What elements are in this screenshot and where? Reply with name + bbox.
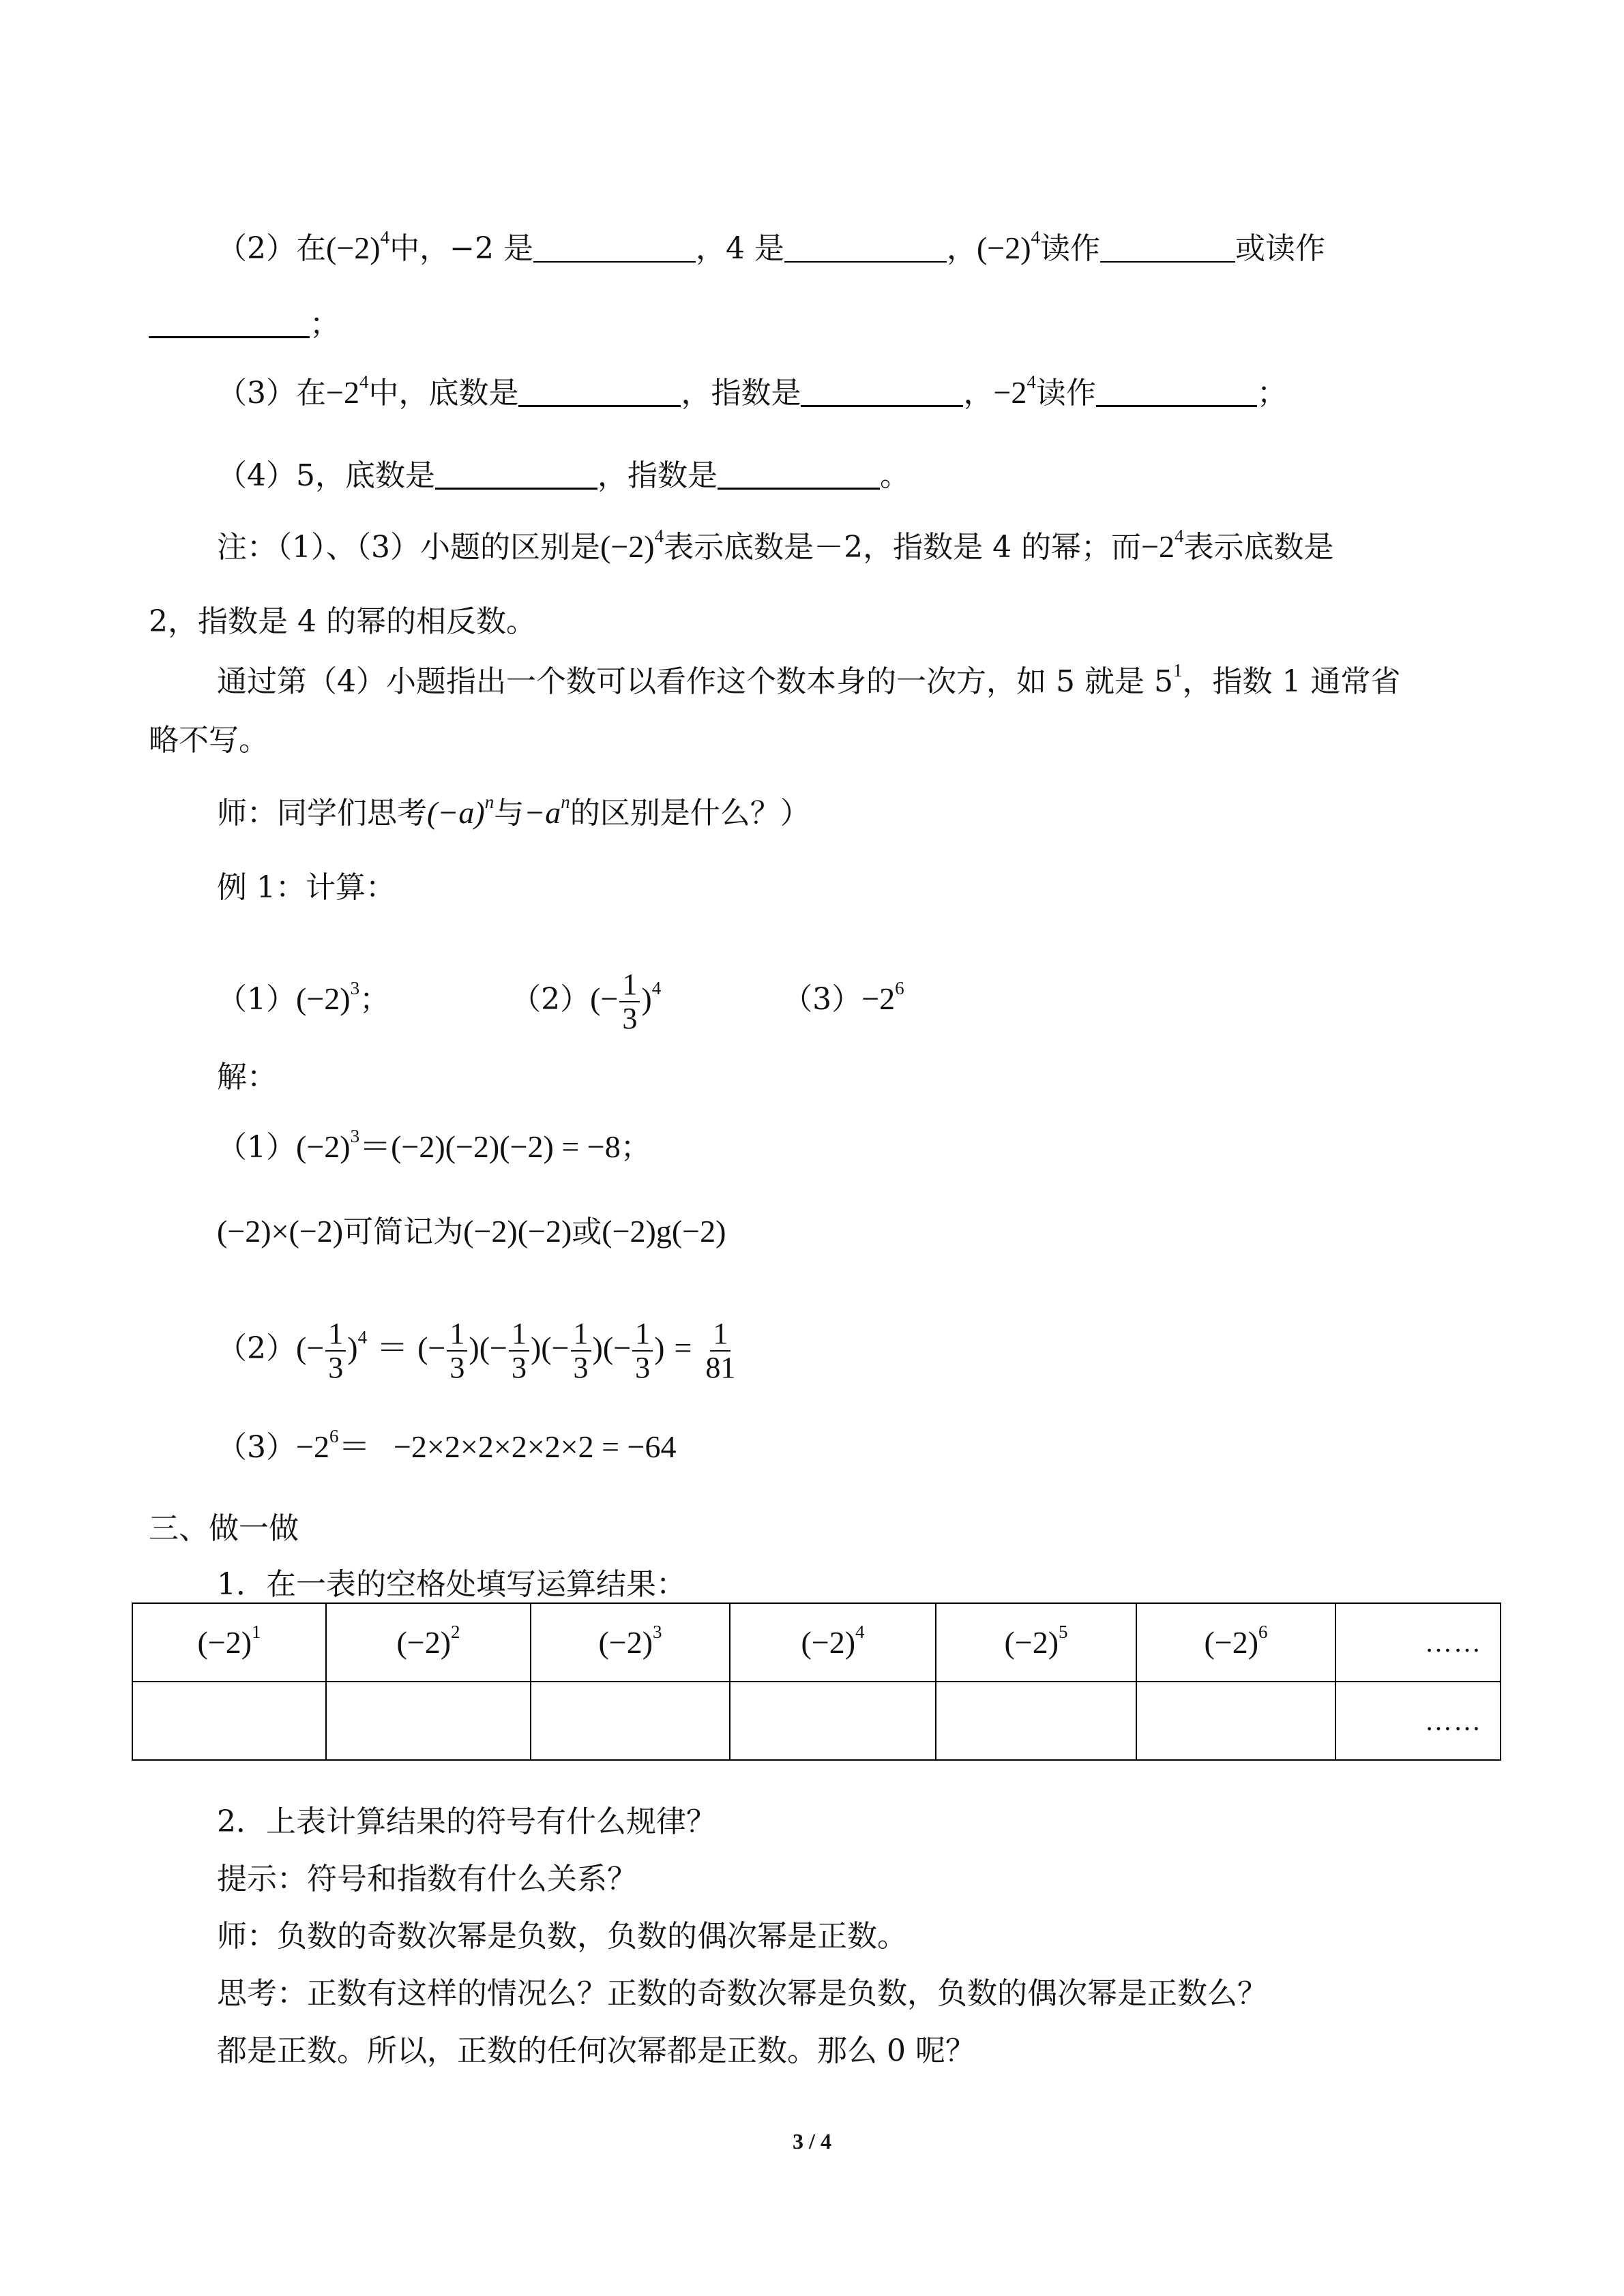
fourth-text2: ，指数 1 通常省	[1182, 664, 1401, 699]
cell-exp: 3	[653, 1622, 662, 1642]
cell-base: (−2)	[396, 1625, 452, 1660]
example-p1-expr: (−2)	[296, 981, 351, 1016]
fraction	[509, 1317, 529, 1384]
result-numerator: 1	[710, 1317, 730, 1352]
example-p3-exp: 6	[895, 978, 904, 998]
last-line	[217, 2031, 975, 2072]
example-p2-close: )	[641, 981, 652, 1016]
solution-2-exp: 4	[357, 1327, 368, 1347]
cell-exp: 5	[1059, 1622, 1068, 1642]
factor-open: (−	[479, 1330, 507, 1365]
section-3-item-1	[217, 1564, 686, 1605]
table-header-row	[132, 1603, 1501, 1682]
example-title	[217, 867, 396, 908]
solution-note-e: (−2)g(−2)	[602, 1214, 726, 1249]
q3-expr: −2	[326, 375, 359, 410]
note-expr2: −2	[1141, 529, 1175, 564]
section-3-item-2	[217, 1802, 716, 1843]
q2-exp: 4	[380, 227, 390, 248]
answer-blank[interactable]	[801, 378, 963, 407]
answer-cell[interactable]	[936, 1682, 1136, 1760]
example-p2-open: (−	[590, 981, 619, 1016]
fraction-numerator: 1	[571, 1317, 591, 1352]
factor-close: )	[469, 1330, 479, 1365]
solution-3	[217, 1427, 677, 1468]
q2-text4: 读作	[1040, 231, 1101, 266]
q3-end: ；	[1256, 376, 1287, 411]
result-denominator: 81	[705, 1350, 736, 1384]
answer-cell[interactable]	[730, 1682, 936, 1760]
q2-text3: ，	[946, 231, 977, 266]
note-paragraph	[217, 526, 1334, 568]
note-expr: (−2)	[600, 529, 655, 564]
q2-exp2: 4	[1031, 227, 1041, 248]
ellipsis-cell: ……	[1335, 1682, 1501, 1760]
q2-text5: 或读作	[1235, 231, 1326, 266]
fraction-denominator: 3	[511, 1350, 527, 1384]
teacher-statement	[217, 1916, 907, 1957]
fraction-numerator: 1	[447, 1317, 467, 1352]
fourth-exp: 1	[1172, 660, 1183, 681]
q3-text2: ，指数是	[681, 376, 801, 411]
q3-text4: 读作	[1035, 376, 1096, 411]
section-3-title	[149, 1508, 299, 1549]
solution-1	[217, 1127, 651, 1168]
teacher-q-expr: (−a)	[427, 795, 485, 830]
section-3-item-1-text: 1．在一表的空格处填写运算结果：	[217, 1567, 686, 1602]
cell-base: (−2)	[598, 1625, 653, 1660]
solution-note-b: 可简记为	[343, 1214, 464, 1249]
fraction	[632, 1317, 653, 1384]
solution-2-close: )	[347, 1330, 358, 1365]
note-exp2: 4	[1175, 526, 1184, 546]
solution-1-lhs: (−2)	[296, 1129, 351, 1164]
cell-base: (−2)	[1204, 1625, 1259, 1660]
question-4	[217, 456, 910, 496]
section-3-title-text: 三、做一做	[149, 1511, 299, 1546]
answer-cell[interactable]	[326, 1682, 531, 1760]
fraction-denominator: 3	[635, 1350, 651, 1384]
fraction-denominator: 3	[449, 1350, 465, 1384]
solution-3-exp: 6	[329, 1426, 339, 1446]
q3-text1: 中，底数是	[368, 376, 519, 411]
teacher-q-exp: n	[484, 792, 494, 812]
fraction-denominator: 3	[573, 1350, 589, 1384]
table-header-cell	[936, 1603, 1136, 1682]
answer-cell[interactable]	[132, 1682, 326, 1760]
solution-3-base: −2	[296, 1429, 329, 1464]
note-line2: 2，指数是 4 的幂的相反数。	[149, 604, 536, 639]
last-line-text: 都是正数。所以，正数的任何次幂都是正数。那么 0 呢？	[217, 2033, 975, 2068]
factor-close: )	[530, 1330, 542, 1365]
table-header-cell	[132, 1603, 326, 1682]
q3-exp: 4	[359, 372, 369, 392]
solution-2-label: （2）	[217, 1331, 296, 1366]
answer-cell[interactable]	[531, 1682, 730, 1760]
q4-label: （4）5，底数是	[217, 458, 435, 493]
q3-label: （3）在	[217, 376, 326, 411]
item-2-text: 2．上表计算结果的符号有什么规律？	[217, 1804, 716, 1839]
note-exp: 4	[654, 526, 664, 546]
page-number: 3 / 4	[793, 2129, 831, 2153]
example-p1-exp: 3	[350, 978, 360, 998]
q4-end: 。	[880, 458, 910, 493]
solution-2-open: (−	[296, 1330, 325, 1365]
teacher-statement-text: 师：负数的奇数次幂是负数，负数的偶次幂是正数。	[217, 1919, 907, 1954]
solution-3-label: （3）	[217, 1430, 296, 1465]
factor-close: )	[654, 1330, 665, 1365]
q3-expr2: −2	[993, 375, 1027, 410]
q2-text2: ，4 是	[695, 231, 784, 266]
answer-blank[interactable]	[518, 378, 681, 407]
solution-note-c: (−2)(−2)	[463, 1214, 572, 1249]
answer-blank[interactable]	[784, 234, 947, 263]
q2-expr: (−2)	[326, 230, 381, 265]
solution-1-rest: ＝(−2)(−2)(−2) = −8	[359, 1129, 621, 1164]
answer-blank[interactable]	[533, 234, 696, 263]
example-p1-end: ；	[359, 982, 390, 1017]
solution-3-rest: ＝ −2×2×2×2×2×2 = −64	[338, 1429, 677, 1464]
cell-exp: 4	[855, 1622, 865, 1642]
example-title-text: 例 1：计算：	[217, 870, 396, 905]
solution-2-eq2: =	[674, 1330, 692, 1365]
fourth-text1: 通过第（4）小题指出一个数可以看作这个数本身的一次方，如 5 就是 5	[217, 664, 1173, 699]
solution-note	[217, 1211, 726, 1253]
q3-text3: ，	[963, 376, 994, 411]
fraction-numerator: 1	[325, 1317, 346, 1352]
teacher-q-exp2: n	[561, 792, 570, 812]
fraction-numerator: 1	[632, 1317, 653, 1352]
teacher-q-text2: 与	[494, 796, 525, 831]
answer-blank[interactable]	[1096, 378, 1257, 407]
hint-text: 提示：符号和指数有什么关系？	[217, 1862, 637, 1896]
table-header-cell	[1136, 1603, 1335, 1682]
fraction	[571, 1317, 591, 1384]
note-text1: 注：（1）、（3）小题的区别是	[217, 530, 600, 565]
power-table	[132, 1602, 1501, 1761]
teacher-question	[217, 792, 810, 834]
answer-blank[interactable]	[435, 460, 597, 490]
solution-note-a: (−2)×(−2)	[217, 1214, 344, 1249]
fraction-result	[703, 1317, 738, 1384]
cell-base: (−2)	[197, 1625, 252, 1660]
cell-base: (−2)	[1004, 1625, 1059, 1660]
question-2	[217, 228, 1325, 269]
factor-open: (−	[602, 1330, 632, 1365]
answer-blank[interactable]	[1100, 234, 1235, 263]
example-p2-exp: 4	[651, 978, 662, 998]
answer-cell[interactable]	[1136, 1682, 1335, 1760]
solution-2-eq: ＝	[377, 1330, 409, 1365]
cell-exp: 2	[451, 1622, 460, 1642]
note-text2: 表示底数是－2，指数是 4 的幂；而	[664, 530, 1142, 565]
q2-end: ；	[310, 307, 340, 342]
example-problems	[217, 955, 904, 1043]
fraction	[325, 1317, 346, 1384]
solution-1-label: （1）	[217, 1130, 296, 1165]
ellipsis-cell: ……	[1335, 1603, 1501, 1682]
answer-blank[interactable]	[149, 309, 310, 338]
example-p3-expr: −2	[861, 981, 896, 1016]
table-header-cell	[326, 1603, 531, 1682]
example-p3-label: （3）	[782, 982, 862, 1017]
solution-note-d: 或	[572, 1214, 602, 1249]
fraction-denominator: 3	[328, 1350, 344, 1384]
q2-label: （2）在	[217, 231, 326, 266]
q2-text1: 中，−2 是	[389, 231, 533, 266]
solution-title-text: 解：	[217, 1060, 277, 1094]
question-2-cont	[149, 304, 340, 345]
answer-blank[interactable]	[718, 460, 880, 490]
teacher-q-text3: 的区别是什么？）	[570, 796, 810, 831]
example-p2-label: （2）	[511, 982, 591, 1017]
question-3	[217, 372, 1287, 414]
table-answer-row	[132, 1682, 1501, 1760]
cell-exp: 1	[252, 1622, 261, 1642]
think-text: 思考：正数有这样的情况么？正数的奇数次幂是负数，负数的偶次幂是正数么？	[217, 1976, 1267, 2011]
note-paragraph-cont	[149, 601, 536, 642]
solution-1-exp: 3	[350, 1126, 360, 1146]
fraction	[447, 1317, 467, 1384]
fraction-numerator: 1	[509, 1317, 529, 1352]
teacher-q-expr2: −a	[524, 795, 561, 830]
fraction-numerator: 1	[619, 968, 640, 1002]
think	[217, 1973, 1267, 2014]
factor-close: )	[592, 1330, 603, 1365]
cell-exp: 6	[1258, 1622, 1268, 1642]
cell-base: (−2)	[801, 1625, 856, 1660]
fourth-paragraph-cont	[149, 720, 269, 761]
fourth-paragraph	[217, 661, 1400, 702]
q3-exp2: 4	[1027, 372, 1036, 392]
teacher-q-text1: 师：同学们思考	[217, 796, 427, 831]
example-p1-label: （1）	[217, 982, 296, 1017]
hint	[217, 1859, 637, 1900]
q4-text1: ，指数是	[597, 458, 718, 493]
solution-title	[217, 1057, 277, 1098]
table-header-cell	[531, 1603, 730, 1682]
note-text3: 表示底数是	[1183, 530, 1334, 565]
solution-1-end: ；	[620, 1130, 651, 1165]
fourth-line2: 略不写。	[149, 723, 269, 758]
fraction-denominator: 3	[622, 1001, 638, 1035]
table-header-cell	[730, 1603, 936, 1682]
factor-open: (−	[541, 1330, 570, 1365]
solution-2	[217, 1304, 739, 1392]
q2-expr2: (−2)	[976, 230, 1031, 265]
factor-open: (−	[417, 1330, 446, 1365]
fraction	[619, 968, 640, 1035]
